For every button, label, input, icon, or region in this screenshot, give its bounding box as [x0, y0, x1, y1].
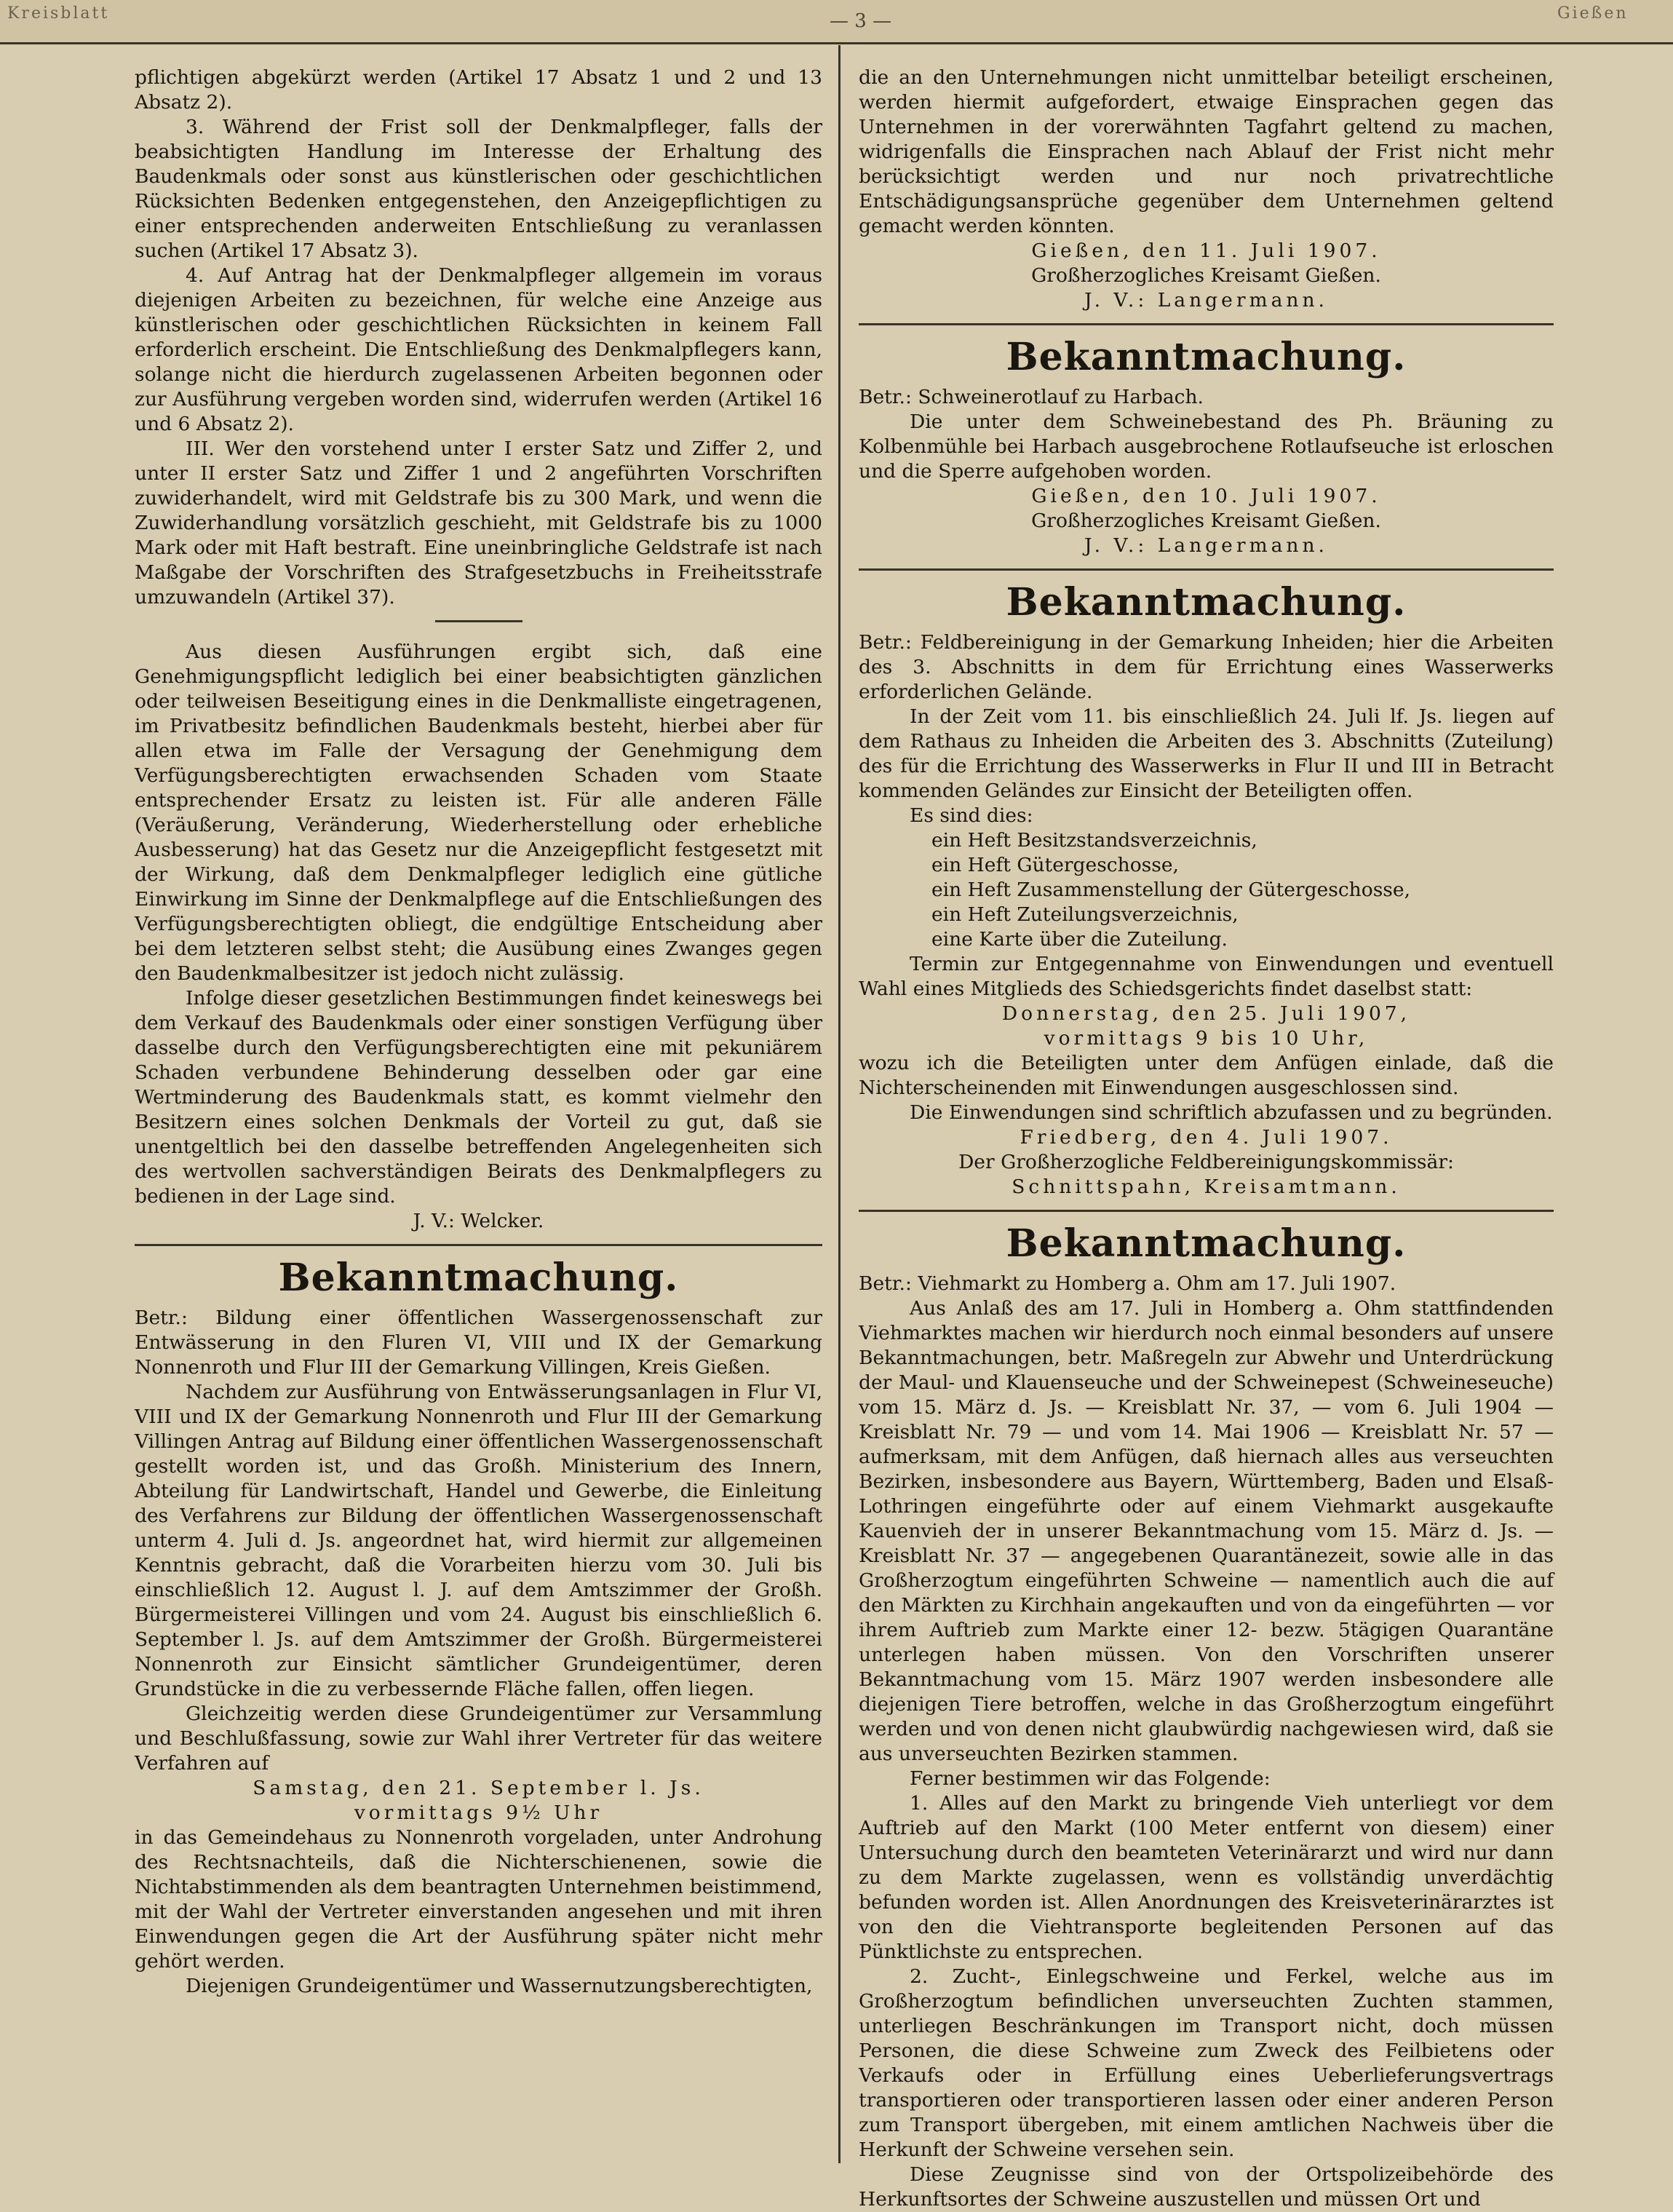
issuing-office: Der Großherzogliche Feldbereinigungskommissär: — [958, 1151, 1454, 1173]
notice-heading: Bekanntmachung. — [1006, 335, 1407, 379]
header-fragment-left: Kreisblatt — [7, 4, 110, 23]
meeting-time: vormittags 9½ Uhr — [354, 1801, 603, 1824]
previous-page-strip — [0, 0, 1673, 44]
signature: J. V.: Welcker. — [413, 1210, 544, 1232]
notice-subject: Betr.: Schweinerotlauf zu Harbach. — [859, 386, 1204, 408]
notice-heading: Bekanntmachung. — [1006, 580, 1407, 625]
paragraph: Die unter dem Schweinebestand des Ph. Bräuning zu Kolbenmühle bei Harbach ausgebrochene Rotlaufseuche ist erloschen und die Sperre aufgehoben worden. — [859, 411, 1554, 483]
notice-subject: Betr.: Viehmarkt zu Homberg a. Ohm am 17. Juli 1907. — [859, 1272, 1396, 1295]
header-fragment-right: Gießen — [1557, 4, 1629, 23]
paragraph: Die Einwendungen sind schriftlich abzufassen und zu begründen. — [910, 1101, 1553, 1124]
paragraph: In der Zeit vom 11. bis einschließlich 24. Juli lf. Js. liegen auf dem Rathaus zu Inheiden die Arbeiten des 3. Abschnitts (Zuteilung) des für die Errichtung des Wasserwerks in Flur II und III in Betracht kommenden Geländes zur Einsicht der Beteiligten offen. — [859, 705, 1554, 802]
paragraph: Diejenigen Grundeigentümer und Wassernutzungsberechtigten, — [186, 1975, 813, 1997]
list-item: ein Heft Besitzstandsverzeichnis, — [931, 829, 1257, 852]
issuing-office: Großherzogliches Kreisamt Gießen. — [1031, 510, 1381, 532]
paragraph: 1. Alles auf den Markt zu bringende Vieh unterliegt vor dem Auftrieb auf den Markt (100 Meter entfernt von diesem) einer Untersuchung durch den beamteten Veterinärarzt und wird nur dann zu dem Markte zugelassen, wenn es vollständig unverdächtig befunden worden ist. Allen Anordnungen des Kreisveterinärarztes ist von den die Viehtransporte begleitenden Personen auf das Pünktlichste zu entsprechen. — [859, 1792, 1554, 1963]
paragraph: III. Wer den vorstehend unter I erster Satz und Ziffer 2, und unter II erster Satz und Ziffer 1 und 2 angeführten Vorschriften zuwiderhandelt, wird mit Geldstrafe bis zu 300 Mark, und wenn die Zuwiderhandlung vorsätzlich geschieht, mit Geldstrafe bis zu 1000 Mark oder mit Haft bestraft. Eine uneinbringliche Geldstrafe ist nach Maßgabe der Vorschriften des Strafgesetzbuchs in Freiheitsstrafe umzuwandeln (Artikel 37). — [135, 437, 822, 609]
divider — [859, 568, 1554, 571]
meeting-date: Donnerstag, den 25. Juli 1907, — [1001, 1002, 1411, 1025]
left-column — [135, 66, 822, 2157]
page-number: — 3 — — [830, 10, 892, 32]
place-date: Gießen, den 10. Juli 1907. — [1031, 485, 1381, 507]
paragraph: die an den Unternehmungen nicht unmittelbar beteiligt erscheinen, werden hiermit aufgefordert, etwaige Einsprachen gegen das Unternehmen in der vorerwähnten Tagfahrt geltend zu machen, widrigenfalls die Einsprachen nach Ablauf der Frist nicht mehr berücksichtigt werden und nur noch privatrechtliche Entschädigungsansprüche gegenüber dem Unternehmen geltend gemacht werden könnten. — [859, 66, 1554, 237]
issuing-office: Großherzogliches Kreisamt Gießen. — [1031, 264, 1381, 287]
paragraph: wozu ich die Beteiligten unter dem Anfügen einlade, daß die Nichterscheinenden mit Einwendungen ausgeschlossen sind. — [859, 1052, 1554, 1099]
paragraph: Aus diesen Ausführungen ergibt sich, daß eine Genehmigungspflicht lediglich bei einer beabsichtigten gänzlichen oder teilweisen Beseitigung eines in die Denkmalliste eingetragenen, im Privatbesitz befindlichen Baudenkmals besteht, hierbei aber für allen etwa im Falle der Versagung der Genehmigung dem Verfügungsberechtigten erwachsenden Schaden vom Staate entsprechender Ersatz zu leisten ist. Für alle anderen Fälle (Veräußerung, Veränderung, Wiederherstellung oder erhebliche Ausbesserung) hat das Gesetz nur die Anzeigepflicht festgesetzt mit der Wirkung, daß dem Denkmalpfleger lediglich eine gütliche Einwirkung im Sinne der Denkmalpflege auf die Entschließungen des Verfügungsberechtigten obliegt, die endgültige Entscheidung aber bei dem letzteren selbst steht; die Ausübung eines Zwanges gegen den Baudenkmalbesitzer ist jedoch nicht zulässig. — [135, 641, 822, 985]
meeting-date: Samstag, den 21. September l. Js. — [253, 1777, 704, 1799]
paragraph: Termin zur Entgegennahme von Einwendungen und eventuell Wahl eines Mitglieds des Schiedsgerichts findet daselbst statt: — [859, 953, 1554, 1000]
list-item: ein Heft Zusammenstellung der Gütergeschosse, — [931, 879, 1410, 901]
place-date: Gießen, den 11. Juli 1907. — [1031, 239, 1381, 262]
paragraph: pflichtigen abgekürzt werden (Artikel 17 Absatz 1 und 2 und 13 Absatz 2). — [135, 66, 822, 114]
divider — [135, 1244, 822, 1246]
paragraph: 2. Zucht-, Einlegschweine und Ferkel, welche aus im Großherzogtum befindlichen unverseuchten Zuchten stammen, unterliegen Beschränkungen im Transport nicht, doch müssen Personen, die diese Schweine zum Zweck des Feilbietens oder Verkaufs oder in Erfüllung eines Ueberlieferungsvertrags transportieren oder transportieren lassen oder einer anderen Person zum Transport übergeben, mit einem amtlichen Nachweis über die Herkunft der Schweine versehen sein. — [859, 1965, 1554, 2161]
list-item: ein Heft Gütergeschosse, — [931, 854, 1179, 876]
list-item: eine Karte über die Zuteilung. — [931, 928, 1228, 951]
column-divider — [838, 45, 841, 2163]
paragraph: Diese Zeugnisse sind von der Ortspolizeibehörde des Herkunftsortes der Schweine auszustellen und müssen Ort und — [859, 2163, 1554, 2211]
notice-subject: Betr.: Feldbereinigung in der Gemarkung Inheiden; hier die Arbeiten des 3. Abschnitts in dem für Errichtung eines Wasserwerks erforderlichen Gelände. — [859, 631, 1554, 703]
paragraph: Nachdem zur Ausführung von Entwässerungsanlagen in Flur VI, VIII und IX der Gemarkung Nonnenroth und Flur III der Gemarkung Villingen Antrag auf Bildung einer öffentlichen Wassergenossenschaft gestellt worden ist, und das Großh. Ministerium des Innern, Abteilung für Landwirtschaft, Handel und Gewerbe, die Einleitung des Verfahrens zur Bildung der öffentlichen Wassergenossenschaft unterm 4. Juli d. Js. angeordnet hat, wird hiermit zur allgemeinen Kenntnis gebracht, daß die Vorarbeiten hierzu vom 30. Juli bis einschließlich 12. August l. J. auf dem Amtszimmer der Großh. Bürgermeisterei Villingen und vom 24. August bis einschließlich 6. September l. Js. auf dem Amtszimmer der Großh. Bürgermeisterei Nonnenroth zur Einsicht sämtlicher Grundeigentümer, deren Grundstücke in die zu verbessernde Fläche fallen, offen liegen. — [135, 1381, 822, 1700]
paragraph: Aus Anlaß des am 17. Juli in Homberg a. Ohm stattfindenden Viehmarktes machen wir hierdurch noch einmal besonders auf unsere Bekanntmachungen, betr. Maßregeln zur Abwehr und Unterdrückung der Maul- und Klauenseuche und der Schweinepest (Schweineseuche) vom 15. März d. Js. — Kreisblatt Nr. 37, — vom 6. Juli 1904 — Kreisblatt Nr. 79 — und vom 14. Mai 1906 — Kreisblatt Nr. 57 — aufmerksam, mit dem Anfügen, daß hiernach alles aus verseuchten Bezirken, insbesondere aus Bayern, Württemberg, Baden und Elsaß-Lothringen eingeführte oder auf einem Viehmarkt ausgekaufte Kauenvieh der in unserer Bekanntmachung vom 15. März d. Js. — Kreisblatt Nr. 37 — angegebenen Quarantänezeit, sowie alle in das Großherzogtum eingeführten Schweine — namentlich auch die auf den Märkten zu Kirchhain angekauften und von da eingeführten — vor ihrem Auftrieb zum Markte einer 12- bezw. 5tägigen Quarantäne unterlegen haben müssen. Von den Vorschriften unserer Bekanntmachung vom 15. März 1907 werden insbesondere alle diejenigen Tiere betroffen, welche in das Großherzogtum eingeführt werden und von denen nicht glaubwürdig nachgewiesen wird, daß sie aus unverseuchten Bezirken stammen. — [859, 1297, 1554, 1765]
place-date: Friedberg, den 4. Juli 1907. — [1020, 1126, 1393, 1149]
paragraph: Infolge dieser gesetzlichen Bestimmungen findet keineswegs bei dem Verkauf des Baudenkmals oder einer sonstigen Verfügung über dasselbe durch den Verfügungsberechtigten eine mit pekuniärem Schaden verbundene Behinderung desselben oder gar eine Wertminderung des Baudenkmals statt, es kommt vielmehr den Besitzern eines solchen Denkmals der Vorteil zu gut, daß sie unentgeltlich bei den dasselbe betreffenden Angelegenheiten sich des wertvollen sachverständigen Beirats des Denkmalpflegers zu bedienen in der Lage sind. — [135, 987, 822, 1208]
divider — [859, 323, 1554, 325]
paragraph: 3. Während der Frist soll der Denkmalpfleger, falls der beabsichtigten Handlung im Interesse der Erhaltung des Baudenkmals oder sonst aus künstlerischen oder geschichtlichen Rücksichten Bedenken entgegenstehen, den Anzeigepflichtigen zu einer entsprechenden anderweiten Entschließung zu veranlassen suchen (Artikel 17 Absatz 3). — [135, 116, 822, 262]
paragraph: Ferner bestimmen wir das Folgende: — [910, 1767, 1271, 1790]
paragraph: in das Gemeindehaus zu Nonnenroth vorgeladen, unter Androhung des Rechtsnachteils, daß die Nichterschienenen, sowie die Nichtabstimmenden als dem beantragten Unternehmen beistimmend, mit der Wahl der Vertreter einverstanden angesehen und mit ihren Einwendungen gegen die Art der Ausführung später nicht mehr gehört werden. — [135, 1826, 822, 1973]
paragraph: 4. Auf Antrag hat der Denkmalpfleger allgemein im voraus diejenigen Arbeiten zu bezeichnen, für welche eine Anzeige aus künstlerischen oder geschichtlichen Rücksichten in keinem Fall erforderlich erscheint. Die Entschließung des Denkmalpflegers kann, solange nicht die hierdurch zugelassenen Arbeiten begonnen oder zur Ausführung vergeben worden sind, widerrufen werden (Artikel 16 und 6 Absatz 2). — [135, 264, 822, 435]
signature: J. V.: Langermann. — [1084, 289, 1328, 312]
notice-heading: Bekanntmachung. — [278, 1256, 679, 1300]
document-list — [859, 828, 1554, 952]
list-item: ein Heft Zuteilungsverzeichnis, — [931, 903, 1239, 926]
divider — [859, 1210, 1554, 1212]
divider — [435, 620, 522, 622]
right-column — [859, 66, 1554, 2211]
signature: Schnittspahn, Kreisamtmann. — [1012, 1176, 1401, 1198]
signature: J. V.: Langermann. — [1084, 534, 1328, 557]
paragraph: Gleichzeitig werden diese Grundeigentümer zur Versammlung und Beschlußfassung, sowie zur Wahl ihrer Vertreter für das weitere Verfahren auf — [135, 1702, 822, 1775]
paragraph: Es sind dies: — [910, 804, 1033, 827]
notice-heading: Bekanntmachung. — [1006, 1221, 1407, 1266]
meeting-time: vormittags 9 bis 10 Uhr, — [1044, 1027, 1369, 1050]
notice-subject: Betr.: Bildung einer öffentlichen Wassergenossenschaft zur Entwässerung in den Fluren VI, VIII und IX der Gemarkung Nonnenroth und Flur III der Gemarkung Villingen, Kreis Gießen. — [135, 1307, 822, 1379]
